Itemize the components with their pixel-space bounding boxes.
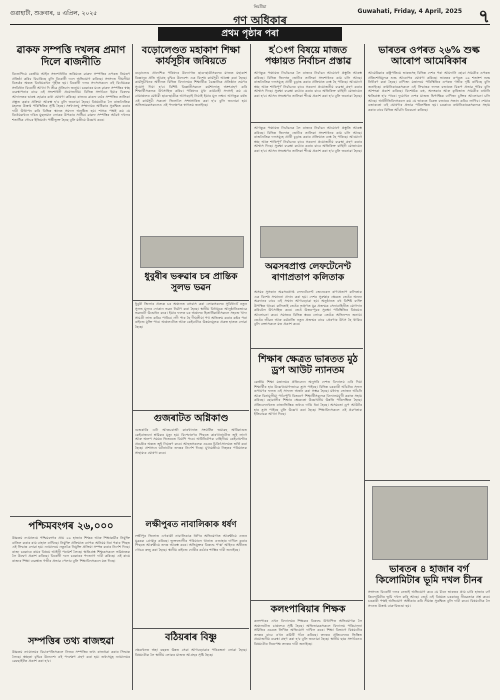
article-body-border: সংসদত বিৰোধী দলৰ নেতাই অভিযোগ কৰে যে চীনে ভাৰতৰ প্ৰায় চাৰি হাজাৰ বৰ্গ কিলোমিটাৰ ভূমি দখল কৰি আছে। তেওঁ এই বিষয়ত চৰকাৰৰ নীৰৱতাক প্ৰশ্ন কৰে। চৰকাৰী পক্ষই অভিযোগ অস্বীকাৰ কৰি সীমান্ত সুৰক্ষিত বুলি দাবী কৰে। বিষয়টোক লৈ সদনত উত্তপ্ত বাক-বিতণ্ডা হয়। [368,590,490,608]
article-body-kolongpar: কলংপাৰৰ এখন বিদ্যালয়ৰ শিক্ষকৰ বিৰুদ্ধে উত্থাপিত অভিযোগক লৈ অঞ্চলটোত চাঞ্চল্যৰ সৃষ্টি হৈছে। অভিভাৱকসকলে বিদ্যালয় পৰিচালনা সমিতিৰ ওচৰত লিখিত অভিযোগ দাখিল কৰে। শিক্ষা বিভাগে বিষয়টোৰ তদন্তৰ বাবে এখন কমিটি গঠন কৰিছে। তদন্তৰ প্ৰতিবেদনৰ ভিত্তিত প্ৰয়োজনীয় ব্যৱস্থা গ্ৰহণ কৰা হ'ব বুলি জনোৱা হৈছে। স্থানীয় ছাত্ৰ সংগঠনেও বিষয়টোৰ নিৰপেক্ষ তদন্তৰ দাবী জনাইছে। [254,619,362,646]
section-label: প্ৰথম পৃষ্ঠাৰ পৰা [158,27,342,41]
headline-border: ভাৰতৰ ৪ হাজাৰ বৰ্গ কিলোমিটাৰ ভূমি দখল চীনৰ [375,564,483,586]
news-photo [372,486,488,560]
masthead-date-left: গুৱাহাটী, শুক্ৰবাৰ, ৪ এপ্ৰিল, ২০২৫ [10,10,98,17]
article-body-gujarat: গুজৰাটৰ এটা আতচবাজী কাৰখানাত সংঘটিত ভয়াৱহ অগ্নিকাণ্ডত কেইবাজনো শ্ৰমিকৰ মৃত্যু হয়। বিস্ফোৰণৰ পিছতে কাৰখানাটোত জুই লাগে আৰু অলপ সময়ৰ ভিতৰতে বিয়পি পৰে। অগ্নিনিৰ্বাপক বাহিনীয়ে কেইবাঘণ্টাৰ প্ৰচেষ্টাৰ অন্তত জুই নিয়ন্ত্ৰণ কৰে। আহতসকলক ওচৰৰ চিকিৎসালয়ত ভৰ্তি কৰা হৈছে। প্ৰশাসনে ঘটনাটোৰ তদন্তৰ নিৰ্দেশ দিছে। মুখ্যমন্ত্ৰীয়ে নিহতৰ পৰিয়ালক সাহায্যৰ ঘোষণা কৰে। [135,428,247,455]
masthead-date-right: Guwahati, Friday, 4 April, 2025 [357,8,462,15]
headline-dhubri: ধুবুৰীৰ ভৰুৱাৰ চৰ প্ৰান্তিক সুলভ ভৱন [144,272,238,293]
section-rule [133,300,249,301]
section-rule [133,410,249,411]
section-rule [133,628,249,629]
logo-title: গণ অধিকাৰ [233,14,287,27]
headline-west-bengal: পশ্চিমবংগৰ ২৬,০০০ [28,521,114,532]
headline-tariff: ভাৰতৰ ওপৰত ২৬% শুল্ক আৰোপ আমেৰিকাৰ [378,45,480,67]
headline-assets: সম্পত্তিৰ তথ্য ৰাজহুৱা [28,636,114,647]
column-rule [132,44,133,690]
headline-lakhimpur: লক্ষীপুৰত নাবালিকাক ধৰ্ষণ [145,520,237,530]
article-body-boitarani: ক্ষেত্ৰখনত অহা বছৰত উন্নত সেৱা আগবঢ়োৱাৰ পৰিকল্পনা লোৱা হৈছে। বিষয়টোক লৈ স্থানীয় লোকৰ মাজত আগ্ৰহৰ সৃষ্টি হৈছে। [135,648,247,657]
headline-lt-general: অৱসৰপ্ৰাপ্ত লেফটেনেণ্ট ৰাণাপ্ৰতাপ কলিতাক [265,262,351,283]
section-rule [251,600,363,601]
headline-panchayat: হ'ংগ বিষয়ে মাজত পঞ্চায়ত নিৰ্বাচন প্ৰস্তাৱ [264,45,352,67]
article-body-waqf: বিজেপিয়ে কেন্দ্ৰীয় আইন সংশোধনীৰ জৰিয়তে ৱাকফ সম্পত্তিৰ ওপৰত নিয়ন্ত্ৰণ প্ৰতিষ্ঠা কৰিব বিচাৰিছে বুলি বিৰোধী দলে অভিযোগ কৰিছে। সংসদত দীঘলীয়া বিতৰ্কৰ অন্তত বিধেয়কখন গৃহীত হয়। বিৰোধী দলৰ সদস্যসকলে এই বিধেয়কক সংবিধান বিৰোধী আখ্যা দি তীব্ৰ প্ৰতিবাদ জনায়। চৰকাৰৰ মতে ৱাকফ সম্পত্তিৰ স্বচ্ছ ব্যৱস্থাপনাৰ বাবে এই সংশোধনী প্ৰয়োজনীয়। বিভিন্ন সংগঠনে ইয়াৰ বিৰুদ্ধে আদালতৰ দ্বাৰস্থ হোৱাৰ কথা ঘোষণা কৰিছে। ৰাজ্যৰ ৱাকফ বৰ্ডৰ সম্পত্তিৰ তালিকা প্ৰস্তুত কৰাৰ প্ৰক্ৰিয়া আৰম্ভ হ'ব বুলি জনোৱা হৈছে। বিষয়টোক লৈ ৰাজনৈতিক মহলত উত্তপ্ত পৰিস্থিতিৰ সৃষ্টি হৈছে। সংখ্যালঘু সম্প্ৰদায়ৰ অধিকাৰ সুৰক্ষিত কৰাৰ দাবী উত্থাপন কৰি বিভিন্ন স্থানত সমদল অনুষ্ঠিত হয়। শাসক পক্ষই কয় যে বিধেয়কখনে দৰিদ্ৰ মুছলমান লোকৰ উপকাৰ সাধিব। ৱাকফ সম্পত্তিৰ অবৈধ দখলৰ শতাধিক গোচৰ ইতিমধ্যে পঞ্জীভুক্ত হৈছে বুলি মন্ত্ৰীয়ে উল্লেখ কৰে। [12,72,130,122]
column-rule [364,44,365,690]
headline-boitarani: বঠিয়ৰাৰ বিষ্ণু [165,632,217,643]
headline-kolongpar: কলংপাৰিয়াৰ শিক্ষক [270,604,346,615]
headline-waqf: ৱাকফ সম্পত্তি দখলৰ প্ৰমাণ দিলে ৰাজনীতি [16,45,126,68]
article-body-lakhimpur: লক্ষীপুৰ জিলাত এগৰাকী নাবালিকাক ধৰ্ষণৰ অভিযোগত আৰক্ষীয়ে এজন যুৱকক গ্ৰেপ্তাৰ কৰিছে। ভুক্তভোগীৰ পৰিয়ালে থানাত এজাহাৰ দাখিল কৰাৰ পিছতে আৰক্ষীয়ে তদন্ত আৰম্ভ কৰে। অভিযুক্তৰ বিৰুদ্ধে প'ক্স' আইনৰ অধীনত গোচৰ ৰুজু কৰা হৈছে। স্থানীয় ৰাইজে দোষীৰ কঠোৰ শাস্তিৰ দাবী জনাইছে। [135,534,247,552]
section-rule [251,122,363,123]
headline-gujarat: গুজৰাটত অগ্নিকাণ্ড [153,413,229,424]
newspaper-logo [208,4,312,28]
headline-education: শিক্ষাৰ ক্ষেত্ৰত ভাৰতত মুঠ ড্ৰপ আউট ন্যানতম [258,354,358,376]
headline-bodoland: বড়োলেণ্ডত মহাকাশ শিক্ষা কাৰ্যসূচীৰ জৰিয়তে [141,45,241,67]
logo-tagline: নিয়মীয়া [253,4,267,9]
article-body-west-bengal: উচ্চতম ন্যায়ালয়ে পশ্চিমবংগৰ প্ৰায় ২৬ হাজাৰ শিক্ষক আৰু শিক্ষাকৰ্মীৰ নিযুক্তি বাতিল কৰাৰ ৰায় বাহাল ৰাখিছে। নিযুক্তি প্ৰক্ৰিয়াত ব্যাপক অনিয়ম ধৰা পৰাৰ পিছত এই সিদ্ধান্ত লোৱা হয়। ন্যায়ালয়ে নতুনকৈ নিযুক্তি প্ৰক্ৰিয়া সম্পন্ন কৰাৰ নিৰ্দেশ দিছে। ৰাজ্য চৰকাৰে ৰায়ৰ বিষয়ে আইনী পৰামৰ্শ লৈছে। ক্ষতিগ্ৰস্ত শিক্ষকসকলে ভৱিষ্যতক লৈ উদ্বেগ প্ৰকাশ কৰিছে। বিৰোধী দলে চৰকাৰৰ পদত্যাগ দাবী কৰিছে। এই ৰায়ে ৰাজ্যৰ শিক্ষা ব্যৱস্থাত গভীৰ প্ৰভাৱ পেলাব বুলি শিক্ষাবিদসকলে মত দিছে। [12,536,130,563]
article-body-tariff: আমেৰিকাৰ ৰাষ্ট্ৰপতিয়ে ভাৰতসহ বিভিন্ন দেশৰ পৰা আমদানি হোৱা সামগ্ৰীৰ ওপৰত প্ৰতিশোধমূলক শুল্ক আৰোপৰ ঘোষণা কৰিছে। ভাৰতৰ ওপৰত ২৬ শতাংশ শুল্ক নিৰ্ধাৰণ কৰা হৈছে। বাণিজ্য মন্ত্ৰালয়ে পৰিস্থিতিৰ ওপৰত গভীৰ দৃষ্টি ৰাখিছে বুলি জনাইছে। ৰপ্তানিকাৰকসকলে এই সিদ্ধান্তৰ ফলত বজাৰত বিৰূপ প্ৰভাৱ পৰিব বুলি আশংকা প্ৰকাশ কৰিছে। বিশেষকৈ বস্ত্ৰ, অলংকাৰ আৰু কৃষিজাত সামগ্ৰীৰ ৰপ্তানি ক্ষতিগ্ৰস্ত হ'ব পাৰে। দুয়োখন দেশৰ মাজত দ্বিপাক্ষিক বাণিজ্য চুক্তিৰ আলোচনা চলি আছে। অৰ্থনীতিবিদসকলে কয় যে ভাৰতে বিকল্প বজাৰৰ সন্ধান কৰিব লাগিব। শেয়াৰ বজাৰতো এই ঘোষণাৰ প্ৰভাৱ পৰিলক্ষিত হয়। চৰকাৰে ৰপ্তানিকাৰকসকলক সহায় কৰাৰ বাবে বিভিন্ন আঁচনি বিবেচনা কৰিছে। [368,71,490,112]
page-number: ৭ [478,6,490,27]
article-body-education: কেন্দ্ৰীয় শিক্ষা মন্ত্ৰালয়ৰ প্ৰতিবেদন অনুসৰি দেশত বিদ্যালয় এৰি দিয়া শিক্ষাৰ্থীৰ হাৰ উল্লেখযোগ্যভাৱে হ্ৰাস পাইছে। বিভিন্ন চৰকাৰী আঁচনিৰ সফল ৰূপায়ণৰ ফলত এই সাফল্য অৰ্জন কৰা সম্ভৱ হৈছে। মধ্যাহ্ন ভোজন আঁচনি আৰু বিনামূলীয়া পাঠ্যপুথি বিতৰণে শিক্ষাৰ্থীসকলক বিদ্যালয়মুখী কৰাত সহায় কৰিছে। ছোৱালীৰ শিক্ষাৰ ক্ষেত্ৰতো উল্লেখনীয় উন্নতি পৰিলক্ষিত হৈছে। প্ৰতিবেদনখনত ৰাজ্যভিত্তিক তথ্যও দাঙি ধৰা হৈছে। অসমতো ড্ৰপ আউটৰ হাৰ হ্ৰাস পাইছে বুলি উল্লেখ কৰা হৈছে। শিক্ষাবিদসকলে এই প্ৰৱণতাক ইতিবাচক আখ্যা দিছে। [254,380,362,417]
article-body-bodoland: বড়োলেণ্ড প্ৰাদেশিক পৰিষদৰ উদ্যোগত ছাত্ৰ-ছাত্ৰীসকলৰ মাজত মহাকাশ বিজ্ঞানৰ প্ৰতি আগ্ৰহ বৃদ্ধিৰ উদ্দেশ্যে এক বিশেষ কাৰ্যসূচী আৰম্ভ কৰা হৈছে। কাৰ্যসূচীখনৰ অধীনত বিভিন্ন বিদ্যালয়ৰ শিক্ষাৰ্থীক বৈজ্ঞানিক প্ৰতিষ্ঠান ভ্ৰমণৰ সুযোগ দিয়া হ'ব। বিশিষ্ট বিজ্ঞানীসকলে কৰ্মশালাত অংশগ্ৰহণ কৰি শিক্ষাৰ্থীসকলক উৎসাহিত কৰিব। পৰিষদৰ মুখ্য কাৰ্যবাহী সদস্যই কয় যে গ্ৰামাঞ্চলৰ মেধাৱী ছাত্ৰ-ছাত্ৰীক আগবঢ়াই নিয়াই ইয়াৰ মূল লক্ষ্য। আগন্তুক বৰ্ষত এই কাৰ্যসূচী সকলো জিলালৈ সম্প্ৰসাৰিত কৰা হ'ব বুলি জনোৱা হয়। অভিভাৱকসকলেও এই পদক্ষেপক স্বাগতম জনাইছে। [135,71,247,108]
section-rule [10,516,131,517]
masthead [10,4,490,25]
article-body-panchayat-cont: আগন্তুক পঞ্চায়ত নিৰ্বাচনক লৈ ৰাজ্যৰ নিৰ্বাচন আয়োগে প্ৰস্তুতি আৰম্ভ কৰিছে। বিভিন্ন জিলাত ভোটাৰ তালিকা সংশোধনৰ কাম চলি আছে। ৰাজনৈতিক দলসমূহে প্ৰাৰ্থী চূড়ান্ত কৰাৰ প্ৰক্ৰিয়াত ব্যস্ত হৈ পৰিছে। আয়োগে স্বচ্ছ আৰু শান্তিপূৰ্ণ নিৰ্বাচনৰ বাবে সকলো প্ৰয়োজনীয় ব্যৱস্থা গ্ৰহণ কৰাৰ আশ্বাস দিছে। সুৰক্ষা ব্যৱস্থা কঠোৰ কৰাৰ বাবে অতিৰিক্ত বাহিনী মোতায়েন কৰা হ'ব। আসন সংৰক্ষণৰ তালিকা শীঘ্ৰে প্ৰকাশ কৰা হ'ব বুলি জনোৱা হৈছে। [254,126,362,153]
news-photo [260,226,358,258]
article-body-assets: উচ্চতম ন্যায়ালয়ৰ বিচাৰপতিসকলে নিজৰ সম্পত্তিৰ তথ্য ৰাজহুৱা কৰাৰ সিদ্ধান্ত লৈছে। স্বচ্ছতা বৃদ্ধিৰ উদ্দেশ্যে এই পদক্ষেপ গ্ৰহণ কৰা হয়। তথ্যসমূহ ন্যায়ালয়ৰ ৱেবছাইটত প্ৰকাশ কৰা হ'ব। [12,650,130,664]
section-rule [251,348,363,349]
column-rule [250,44,251,690]
article-body-dhubri: ধুবুৰী জিলাৰ প্ৰত্যন্ত চৰ অঞ্চলত বসবাস কৰা লোকসকলৰ সুবিধাৰ্থে নতুন সুলভ মূল্যৰ দোকান ভৱন নিৰ্মাণ কৰা হৈছে। স্থানীয় বিধায়কে আনুষ্ঠানিকভাৱে ভৱনটো উদ্বোধন কৰে। ইয়াৰ ফলত চৰ অঞ্চলৰ হিতাধিকাৰীসকলে সহজে খাদ্য সামগ্ৰী লাভ কৰিব পাৰিব। নদী পাৰ হৈ দীঘলীয়া পথ অতিক্ৰম কৰাৰ কষ্টৰ পৰা ৰাইজে মুক্তি পাব। অঞ্চলটোত আৰু কেইবাটাও উন্নয়নমূলক প্ৰকল্প হাতত লোৱা হৈছে। [135,302,247,329]
section-rule [365,480,490,481]
article-body-lt-general: অসমৰ সুসন্তান অৱসৰপ্ৰাপ্ত লেফটেনেণ্ট জেনেৰেল ৰাণাপ্ৰতাপ কলিতাক এক বিশেষ সন্মাননা প্ৰদান কৰা হয়। দেশৰ সুৰক্ষাৰ ক্ষেত্ৰত তেওঁৰ অনন্য অৱদানৰ বাবে এই সন্মান আগবঢ়োৱা হয়। অনুষ্ঠানত বহু বিশিষ্ট ব্যক্তি উপস্থিত থাকে। কলিতাই তেওঁৰ ভাষণত যুৱ প্ৰজন্মক সেনাবাহিনীত যোগদান কৰিবলৈ উৎসাহিত কৰে। তেওঁ উত্তৰ-পূবৰ সুৰক্ষা পৰিস্থিতিৰ বিষয়েও আলোচনা কৰে। সমাজৰ বিভিন্ন স্তৰৰ লোকে তেওঁক অভিনন্দন জনায়। তেওঁৰ জীৱন আৰু কৰ্মৰাজি নতুন প্ৰজন্মৰ বাবে প্ৰেৰণাৰ উৎস হৈ থাকিব বুলি বক্তাসকলে মত প্ৰকাশ কৰে। [254,290,362,327]
article-body-panchayat: আগন্তুক পঞ্চায়ত নিৰ্বাচনক লৈ ৰাজ্যৰ নিৰ্বাচন আয়োগে প্ৰস্তুতি আৰম্ভ কৰিছে। বিভিন্ন জিলাত ভোটাৰ তালিকা সংশোধনৰ কাম চলি আছে। ৰাজনৈতিক দলসমূহে প্ৰাৰ্থী চূড়ান্ত কৰাৰ প্ৰক্ৰিয়াত ব্যস্ত হৈ পৰিছে। আয়োগে স্বচ্ছ আৰু শান্তিপূৰ্ণ নিৰ্বাচনৰ বাবে সকলো প্ৰয়োজনীয় ব্যৱস্থা গ্ৰহণ কৰাৰ আশ্বাস দিছে। সুৰক্ষা ব্যৱস্থা কঠোৰ কৰাৰ বাবে অতিৰিক্ত বাহিনী মোতায়েন কৰা হ'ব। আসন সংৰক্ষণৰ তালিকা শীঘ্ৰে প্ৰকাশ কৰা হ'ব বুলি জনোৱা হৈছে। [254,71,362,98]
news-photo [140,236,244,268]
